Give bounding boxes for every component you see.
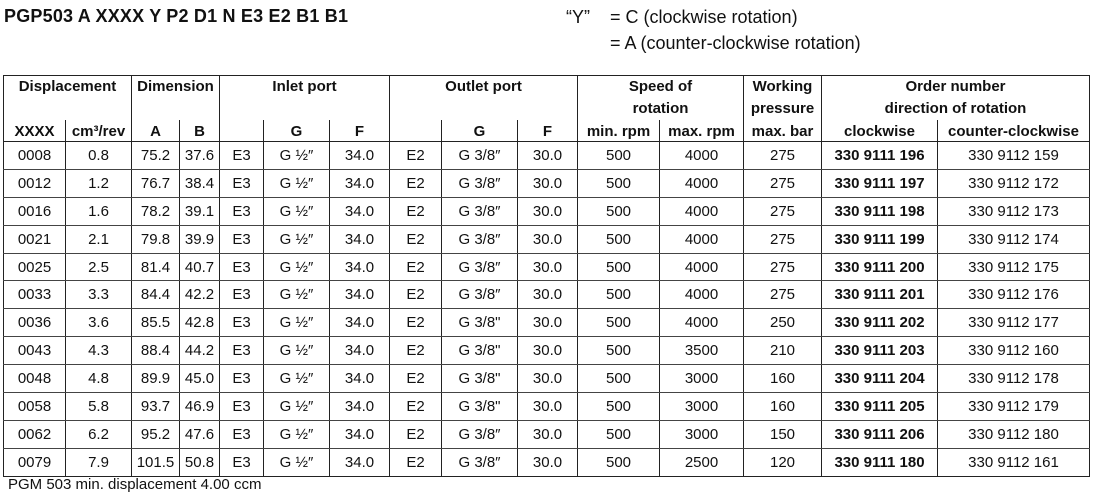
note-line2: = A (counter-clockwise rotation): [610, 33, 861, 53]
header-speed: Speed of: [578, 76, 744, 101]
cell-max-rpm: 4000: [660, 142, 744, 170]
header-order-number: Order number: [822, 76, 1090, 101]
cell-outlet-f: 30.0: [518, 169, 578, 197]
header-inlet-g: G: [264, 120, 330, 142]
cell-outlet-code: E2: [390, 169, 442, 197]
cell-outlet-g: G 3/8": [442, 393, 518, 421]
cell-min-rpm: 500: [578, 281, 660, 309]
cell-outlet-code: E2: [390, 337, 442, 365]
cell-inlet-g: G ½″: [264, 420, 330, 448]
cell-min-rpm: 500: [578, 309, 660, 337]
cell-max-bar: 160: [744, 393, 822, 421]
cell-inlet-f: 34.0: [330, 393, 390, 421]
cell-order-clockwise: 330 9111 204: [822, 365, 938, 393]
cell-order-ccw: 330 9112 161: [938, 448, 1090, 476]
cell-outlet-f: 30.0: [518, 420, 578, 448]
cell-inlet-code: E3: [220, 309, 264, 337]
footer-note: PGM 503 min. displacement 4.00 ccm: [8, 476, 262, 493]
cell-inlet-f: 34.0: [330, 281, 390, 309]
cell-order-clockwise: 330 9111 180: [822, 448, 938, 476]
pump-spec-table: [3, 75, 1090, 477]
cell-order-ccw: 330 9112 159: [938, 142, 1090, 170]
cell-displacement: 1.2: [66, 169, 132, 197]
cell-max-rpm: 3000: [660, 420, 744, 448]
cell-max-rpm: 4000: [660, 197, 744, 225]
cell-order-clockwise: 330 9111 200: [822, 253, 938, 281]
cell-min-rpm: 500: [578, 253, 660, 281]
cell-inlet-code: E3: [220, 393, 264, 421]
table-row: [4, 225, 1090, 253]
table-row: [4, 393, 1090, 421]
cell-inlet-g: G ½″: [264, 365, 330, 393]
cell-max-bar: 275: [744, 169, 822, 197]
cell-outlet-f: 30.0: [518, 393, 578, 421]
cell-inlet-code: E3: [220, 169, 264, 197]
cell-displacement: 2.1: [66, 225, 132, 253]
cell-max-rpm: 3500: [660, 337, 744, 365]
cell-dim-a: 93.7: [132, 393, 180, 421]
cell-xxxx: 0033: [4, 281, 66, 309]
cell-inlet-f: 34.0: [330, 253, 390, 281]
cell-outlet-code: E2: [390, 309, 442, 337]
cell-order-ccw: 330 9112 176: [938, 281, 1090, 309]
cell-xxxx: 0008: [4, 142, 66, 170]
cell-inlet-f: 34.0: [330, 337, 390, 365]
header-inlet-f: F: [330, 120, 390, 142]
cell-outlet-code: E2: [390, 253, 442, 281]
cell-inlet-g: G ½″: [264, 169, 330, 197]
cell-max-bar: 275: [744, 281, 822, 309]
cell-dim-a: 95.2: [132, 420, 180, 448]
cell-inlet-g: G ½″: [264, 197, 330, 225]
cell-outlet-f: 30.0: [518, 253, 578, 281]
cell-inlet-code: E3: [220, 365, 264, 393]
cell-dim-b: 37.6: [180, 142, 220, 170]
cell-dim-b: 46.9: [180, 393, 220, 421]
cell-outlet-code: E2: [390, 197, 442, 225]
cell-outlet-code: E2: [390, 225, 442, 253]
table-row: [4, 281, 1090, 309]
cell-outlet-code: E2: [390, 365, 442, 393]
header-b: B: [180, 120, 220, 142]
cell-order-ccw: 330 9112 174: [938, 225, 1090, 253]
cell-xxxx: 0012: [4, 169, 66, 197]
cell-outlet-g: G 3/8″: [442, 281, 518, 309]
cell-order-ccw: 330 9112 175: [938, 253, 1090, 281]
cell-outlet-code: E2: [390, 142, 442, 170]
cell-min-rpm: 500: [578, 365, 660, 393]
header-cm3: cm³/rev: [66, 120, 132, 142]
cell-order-ccw: 330 9112 160: [938, 337, 1090, 365]
cell-outlet-g: G 3/8″: [442, 142, 518, 170]
cell-inlet-code: E3: [220, 253, 264, 281]
cell-outlet-g: G 3/8″: [442, 253, 518, 281]
cell-inlet-g: G ½″: [264, 142, 330, 170]
cell-xxxx: 0079: [4, 448, 66, 476]
cell-max-bar: 160: [744, 365, 822, 393]
cell-displacement: 3.6: [66, 309, 132, 337]
cell-inlet-f: 34.0: [330, 448, 390, 476]
cell-inlet-g: G ½″: [264, 253, 330, 281]
cell-dim-b: 39.9: [180, 225, 220, 253]
cell-inlet-f: 34.0: [330, 309, 390, 337]
cell-inlet-f: 34.0: [330, 197, 390, 225]
table-row: [4, 365, 1090, 393]
cell-inlet-g: G ½″: [264, 281, 330, 309]
cell-max-bar: 120: [744, 448, 822, 476]
cell-outlet-g: G 3/8": [442, 337, 518, 365]
cell-dim-b: 40.7: [180, 253, 220, 281]
cell-xxxx: 0016: [4, 197, 66, 225]
cell-outlet-f: 30.0: [518, 448, 578, 476]
cell-order-clockwise: 330 9111 199: [822, 225, 938, 253]
cell-outlet-f: 30.0: [518, 365, 578, 393]
cell-min-rpm: 500: [578, 337, 660, 365]
cell-outlet-g: G 3/8″: [442, 169, 518, 197]
cell-dim-a: 89.9: [132, 365, 180, 393]
cell-outlet-g: G 3/8″: [442, 448, 518, 476]
cell-outlet-f: 30.0: [518, 197, 578, 225]
cell-inlet-f: 34.0: [330, 169, 390, 197]
cell-outlet-g: G 3/8": [442, 365, 518, 393]
cell-dim-a: 85.5: [132, 309, 180, 337]
cell-displacement: 3.3: [66, 281, 132, 309]
cell-max-bar: 275: [744, 197, 822, 225]
header-max-rpm: max. rpm: [660, 120, 744, 142]
cell-order-ccw: 330 9112 178: [938, 365, 1090, 393]
cell-inlet-code: E3: [220, 448, 264, 476]
rotation-note-clockwise: [566, 7, 798, 28]
cell-inlet-f: 34.0: [330, 225, 390, 253]
cell-outlet-code: E2: [390, 393, 442, 421]
cell-outlet-f: 30.0: [518, 309, 578, 337]
header-pressure: pressure: [744, 100, 822, 120]
cell-order-clockwise: 330 9111 201: [822, 281, 938, 309]
cell-dim-a: 76.7: [132, 169, 180, 197]
cell-order-clockwise: 330 9111 203: [822, 337, 938, 365]
cell-xxxx: 0025: [4, 253, 66, 281]
cell-outlet-g: G 3/8": [442, 309, 518, 337]
header-outlet-port: Outlet port: [390, 76, 578, 101]
cell-displacement: 4.8: [66, 365, 132, 393]
cell-order-clockwise: 330 9111 205: [822, 393, 938, 421]
cell-dim-a: 84.4: [132, 281, 180, 309]
header-direction: direction of rotation: [822, 100, 1090, 120]
header-clockwise: clockwise: [822, 120, 938, 142]
cell-dim-b: 42.2: [180, 281, 220, 309]
cell-dim-a: 101.5: [132, 448, 180, 476]
cell-max-bar: 150: [744, 420, 822, 448]
header-counter-clockwise: counter-clockwise: [938, 120, 1090, 142]
cell-order-ccw: 330 9112 179: [938, 393, 1090, 421]
cell-min-rpm: 500: [578, 169, 660, 197]
cell-dim-a: 79.8: [132, 225, 180, 253]
cell-dim-b: 44.2: [180, 337, 220, 365]
cell-outlet-f: 30.0: [518, 225, 578, 253]
cell-xxxx: 0048: [4, 365, 66, 393]
cell-max-rpm: 4000: [660, 253, 744, 281]
cell-max-rpm: 4000: [660, 309, 744, 337]
cell-outlet-code: E2: [390, 420, 442, 448]
cell-inlet-code: E3: [220, 420, 264, 448]
header-max-bar: max. bar: [744, 120, 822, 142]
cell-dim-b: 38.4: [180, 169, 220, 197]
cell-max-rpm: 3000: [660, 393, 744, 421]
cell-inlet-g: G ½″: [264, 337, 330, 365]
cell-min-rpm: 500: [578, 225, 660, 253]
cell-displacement: 1.6: [66, 197, 132, 225]
cell-order-ccw: 330 9112 173: [938, 197, 1090, 225]
cell-dim-a: 78.2: [132, 197, 180, 225]
cell-outlet-g: G 3/8″: [442, 420, 518, 448]
cell-outlet-f: 30.0: [518, 142, 578, 170]
cell-dim-b: 47.6: [180, 420, 220, 448]
header-outlet-g: G: [442, 120, 518, 142]
cell-dim-a: 81.4: [132, 253, 180, 281]
table-row: [4, 448, 1090, 476]
note-quote: “Y”: [566, 7, 590, 27]
cell-outlet-f: 30.0: [518, 281, 578, 309]
cell-max-bar: 275: [744, 142, 822, 170]
header-dimension: Dimension: [132, 76, 220, 101]
table-row: [4, 309, 1090, 337]
cell-outlet-code: E2: [390, 281, 442, 309]
cell-max-rpm: 4000: [660, 169, 744, 197]
cell-min-rpm: 500: [578, 420, 660, 448]
cell-dim-b: 50.8: [180, 448, 220, 476]
cell-outlet-f: 30.0: [518, 337, 578, 365]
cell-inlet-code: E3: [220, 225, 264, 253]
cell-inlet-code: E3: [220, 197, 264, 225]
cell-max-rpm: 2500: [660, 448, 744, 476]
table-row: [4, 420, 1090, 448]
table-body: [4, 142, 1090, 477]
cell-dim-a: 75.2: [132, 142, 180, 170]
cell-xxxx: 0021: [4, 225, 66, 253]
cell-max-bar: 210: [744, 337, 822, 365]
header-xxxx: XXXX: [4, 120, 66, 142]
cell-inlet-g: G ½″: [264, 393, 330, 421]
cell-dim-a: 88.4: [132, 337, 180, 365]
cell-inlet-g: G ½″: [264, 309, 330, 337]
table-row: [4, 142, 1090, 170]
table-row: [4, 169, 1090, 197]
table-row: [4, 197, 1090, 225]
cell-inlet-f: 34.0: [330, 142, 390, 170]
cell-xxxx: 0043: [4, 337, 66, 365]
page-title: PGP503 A XXXX Y P2 D1 N E3 E2 B1 B1: [4, 6, 349, 26]
cell-displacement: 4.3: [66, 337, 132, 365]
cell-min-rpm: 500: [578, 197, 660, 225]
cell-inlet-g: G ½″: [264, 225, 330, 253]
cell-displacement: 6.2: [66, 420, 132, 448]
cell-min-rpm: 500: [578, 142, 660, 170]
cell-order-clockwise: 330 9111 197: [822, 169, 938, 197]
header-speed-rotation: rotation: [578, 100, 744, 120]
cell-inlet-g: G ½″: [264, 448, 330, 476]
cell-outlet-g: G 3/8″: [442, 197, 518, 225]
cell-order-ccw: 330 9112 172: [938, 169, 1090, 197]
cell-order-clockwise: 330 9111 196: [822, 142, 938, 170]
cell-dim-b: 45.0: [180, 365, 220, 393]
cell-displacement: 2.5: [66, 253, 132, 281]
rotation-note-ccw: [566, 33, 861, 54]
cell-order-clockwise: 330 9111 202: [822, 309, 938, 337]
cell-inlet-f: 34.0: [330, 365, 390, 393]
header-a: A: [132, 120, 180, 142]
cell-outlet-code: E2: [390, 448, 442, 476]
cell-max-rpm: 4000: [660, 281, 744, 309]
cell-order-ccw: 330 9112 177: [938, 309, 1090, 337]
cell-min-rpm: 500: [578, 393, 660, 421]
header-min-rpm: min. rpm: [578, 120, 660, 142]
cell-displacement: 5.8: [66, 393, 132, 421]
cell-dim-b: 39.1: [180, 197, 220, 225]
cell-order-clockwise: 330 9111 198: [822, 197, 938, 225]
table-row: [4, 337, 1090, 365]
cell-max-bar: 275: [744, 253, 822, 281]
cell-inlet-code: E3: [220, 337, 264, 365]
cell-displacement: 0.8: [66, 142, 132, 170]
note-line1: = C (clockwise rotation): [610, 7, 798, 27]
table-row: [4, 253, 1090, 281]
cell-inlet-f: 34.0: [330, 420, 390, 448]
cell-max-rpm: 3000: [660, 365, 744, 393]
cell-dim-b: 42.8: [180, 309, 220, 337]
header-inlet-port: Inlet port: [220, 76, 390, 101]
cell-inlet-code: E3: [220, 281, 264, 309]
header-outlet-f: F: [518, 120, 578, 142]
cell-min-rpm: 500: [578, 448, 660, 476]
cell-max-rpm: 4000: [660, 225, 744, 253]
cell-inlet-code: E3: [220, 142, 264, 170]
cell-order-clockwise: 330 9111 206: [822, 420, 938, 448]
header-working: Working: [744, 76, 822, 101]
cell-order-ccw: 330 9112 180: [938, 420, 1090, 448]
cell-outlet-g: G 3/8″: [442, 225, 518, 253]
cell-xxxx: 0062: [4, 420, 66, 448]
cell-max-bar: 250: [744, 309, 822, 337]
cell-xxxx: 0058: [4, 393, 66, 421]
header-displacement: Displacement: [4, 76, 132, 101]
cell-displacement: 7.9: [66, 448, 132, 476]
cell-max-bar: 275: [744, 225, 822, 253]
cell-xxxx: 0036: [4, 309, 66, 337]
